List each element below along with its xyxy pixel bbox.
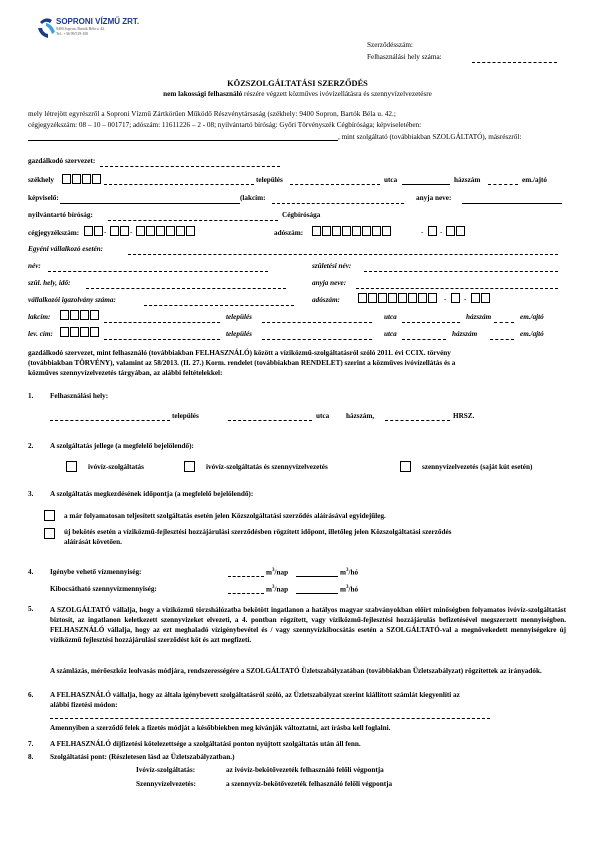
addr-floor-field[interactable] — [494, 322, 514, 323]
s1-hrsz-label: HRSZ. — [453, 412, 475, 420]
place-id-field[interactable] — [472, 62, 557, 63]
mail-town-field[interactable] — [104, 339, 220, 340]
sole-tax-box-4[interactable] — [388, 293, 397, 303]
s8-key-1: Ivóvíz-szolgáltatás: — [136, 766, 196, 774]
mail-zip-box-4[interactable] — [90, 327, 99, 337]
sole-birthname-label: születési név: — [312, 262, 352, 270]
addr-floor-label: em./ajtó — [520, 313, 544, 321]
tax-box-3[interactable] — [332, 226, 341, 236]
s2-num: 2. — [28, 442, 34, 450]
parties-line-2: (továbbiakban TÖRVÉNY), valamint az 58/2013. (II. 27.) Korm. rendelet (továbbiakban RENDELET) szerint a közműves ivóvízellátás és a — [28, 359, 456, 367]
s4-water-day-field[interactable] — [228, 576, 264, 577]
addr-zip-box-1[interactable] — [60, 310, 69, 320]
org-number-field[interactable] — [402, 184, 450, 185]
s2-title: A szolgáltatás jellege (a megfelelő bejelölendő): — [50, 442, 194, 450]
tax-box-9[interactable] — [428, 226, 437, 236]
sole-tax-box-3[interactable] — [378, 293, 387, 303]
parties-line-3: közműves szennyvízelvezetés tárgyában, az alábbi feltételekkel: — [28, 369, 223, 377]
s4-water-month-unit: $m^3/hó$ — [340, 568, 359, 577]
reg-box-1[interactable] — [84, 226, 93, 236]
sole-tax-box-8[interactable] — [428, 293, 437, 303]
sole-title-line — [128, 254, 558, 255]
place-id-label: Felhasználási hely száma: — [367, 53, 442, 61]
s6-line-1: A FELHASZNÁLÓ vállalja, hogy az általa igénybevett szolgáltatásról szóló, az Üzletszabályzat szerint kiállított számlát kiegyenlíti az — [50, 691, 460, 699]
addr-street-label: utca — [384, 313, 397, 321]
s3-num: 3. — [28, 490, 34, 498]
mail-zip-box-1[interactable] — [60, 327, 69, 337]
sole-tax-box-11[interactable] — [481, 293, 490, 303]
sole-title: Egyéni vállalkozó esetén: — [28, 245, 104, 253]
s4-sewer-label: Kibocsátható szennyvízmennyiség: — [50, 585, 157, 593]
s5-num: 5. — [28, 605, 34, 613]
s6-line-2: alábbi fizetési módon: — [50, 701, 118, 709]
reg-box-6[interactable] — [146, 226, 155, 236]
s8-key-2: Szennyvízelvezetés: — [136, 780, 196, 788]
sole-card-field[interactable] — [144, 305, 294, 306]
reg-box-3[interactable] — [110, 226, 119, 236]
addr-zip-box-4[interactable] — [90, 310, 99, 320]
org-residence-field[interactable] — [272, 203, 404, 204]
sole-tax-box-1[interactable] — [358, 293, 367, 303]
sole-mother-label: anyja neve: — [312, 279, 347, 287]
addr-town-field[interactable] — [104, 322, 220, 323]
org-name-field[interactable] — [100, 166, 280, 167]
org-floor-field[interactable] — [488, 184, 518, 185]
tax-box-10[interactable] — [446, 226, 455, 236]
reg-box-9[interactable] — [176, 226, 185, 236]
mail-number-field[interactable] — [402, 339, 446, 340]
org-street-label: utca — [384, 176, 398, 184]
sole-mail-label: lev. cím: — [28, 330, 53, 338]
sole-card-label: vállalkozói igazolvány száma: — [28, 296, 116, 304]
org-rep-field[interactable] — [60, 203, 240, 204]
s6-line-3: Amennyiben a szerződő felek a fizetés módját a későbbiekben meg kívánják változtatni, azt írásba kell foglalni. — [50, 724, 391, 732]
s1-town-label: település — [172, 412, 199, 420]
reg-box-7[interactable] — [156, 226, 165, 236]
s6-payment-field[interactable] — [50, 718, 490, 719]
org-mother-label: anyja neve: — [416, 194, 452, 202]
org-street-field[interactable] — [290, 184, 380, 185]
subtitle-rest: részére végzett közműves ivóvízellátásra és szennyvízelvezetésre — [244, 90, 432, 98]
logo-name: SOPRONI VÍZMŰ ZRT. — [56, 17, 140, 26]
logo-address: 9400 Sopron, Bartók Béla u. 42. — [56, 27, 106, 31]
s2-opt2-label: ivóvíz-szolgáltatás és szennyvízelvezetés — [206, 463, 328, 471]
s3-opt2-label-a: új bekötés esetén a víziközmű-fejlesztési hozzájárulási szerződésben rögzített időpont, illetőleg jelen Közszolgáltatási szerződés — [64, 528, 452, 536]
org-number-label: házszám — [454, 176, 481, 184]
sole-mother-field[interactable] — [356, 288, 558, 289]
intro-line-3: , mint szolgáltató (továbbiakban SZOLGÁLTATÓ), másrészről: — [338, 133, 522, 141]
org-town-label: település — [256, 176, 283, 184]
document-title: KÖZSZOLGÁLTATÁSI SZERZŐDÉS — [227, 79, 368, 88]
parties-line-1: gazdálkodó szervezet, mint felhasználó (továbbiakban FELHASZNÁLÓ) között a víziközmű-szolgáltatásról szóló 2011. évi CCIX. törvény — [28, 349, 451, 357]
sole-tax-box-5[interactable] — [398, 293, 407, 303]
tax-box-11[interactable] — [456, 226, 465, 236]
sole-tax-box-2[interactable] — [368, 293, 377, 303]
org-court-suffix: Cégbírósága — [282, 211, 321, 219]
s1-number-label: házszám, — [346, 412, 375, 420]
s1-num: 1. — [28, 392, 34, 400]
s8-val-1: az ivóvíz-bekötővezeték felhasználó felőli végpontja — [226, 766, 384, 774]
org-court-label: nyilvántartó bíróság: — [28, 211, 93, 219]
reg-box-2[interactable] — [94, 226, 103, 236]
subtitle-bold: nem lakossági felhasználó — [163, 90, 243, 98]
sole-tax-box-10[interactable] — [471, 293, 480, 303]
sole-tax-label: adószám: — [312, 296, 340, 304]
org-tax-label: adószám: — [274, 229, 304, 237]
zip-box-2[interactable] — [72, 174, 81, 184]
org-floor-label: em./ajtó — [522, 176, 547, 184]
s4-sewer-month-unit: $m^3/hó$ — [340, 585, 359, 594]
s2-opt2-checkbox[interactable] — [184, 461, 195, 472]
sole-tax-box-9[interactable] — [451, 293, 460, 303]
s8-num: 8. — [28, 753, 34, 761]
sole-address-label: lakcím: — [28, 313, 51, 321]
contract-number-label: Szerződésszám: — [367, 41, 413, 49]
org-court-field[interactable] — [108, 220, 278, 221]
s4-num: 4. — [28, 568, 34, 576]
zip-box-4[interactable] — [92, 174, 101, 184]
s1-street-field[interactable] — [228, 420, 312, 421]
s4-water-month-field[interactable] — [296, 576, 338, 577]
mail-town-label: település — [226, 330, 252, 338]
tax-box-2[interactable] — [322, 226, 331, 236]
reg-box-4[interactable] — [120, 226, 129, 236]
s7-text: A FELHASZNÁLÓ díjfizetési kötelezettsége a szolgáltatási ponton nyújtott szolgáltatás után áll fenn. — [50, 740, 361, 748]
tax-box-4[interactable] — [342, 226, 351, 236]
s5-paragraph-1: A SZOLGÁLTATÓ vállalja, hogy a víziközmű törzshálózatba bekötött ingatlanon a hatályos magyar szabványokban előírt minőségben folyamatos ivóvíz-szolgáltatást biztosít, az ingatlanon keletkezett szennyvizeket elvezeti, a 4. pontban rögzített, vagy víziközmű-fejlesztési hozzájárulás befizetésével megszerzett mennyiségben. FELHASZNÁLÓ vállalja, hogy az ezt meghaladó vízigénybevétel és / vagy szennyvízkibocsátás esetén a SZOLGÁLTATÓ-val a megnövekedett mennyiségekre új víziközmű fejlesztési hozzájárulási szerződést köt és azt megfizeti. — [50, 606, 566, 644]
s4-sewer-day-field[interactable] — [228, 593, 264, 594]
sole-tax-box-6[interactable] — [408, 293, 417, 303]
s4-sewer-day-unit: $m^3$/nap — [266, 585, 289, 594]
org-rep-label: képviselő: — [28, 194, 59, 202]
s8-title: Szolgáltatási pont: (Részletesen lásd az Üzletszabályzatban.) — [50, 753, 235, 761]
s4-water-label: Igénybe vehető vízmennyiség: — [50, 568, 142, 576]
s1-title: Felhasználási hely: — [50, 392, 109, 400]
s8-val-2: a szennyvíz-bekötővezeték felhasználó felőli végpontja — [226, 780, 393, 788]
mail-zip-box-2[interactable] — [70, 327, 79, 337]
addr-zip-box-2[interactable] — [70, 310, 79, 320]
addr-zip-box-3[interactable] — [80, 310, 89, 320]
mail-floor-field[interactable] — [490, 339, 514, 340]
sole-name-field[interactable] — [48, 271, 268, 272]
intro-line-2: cégjegyzékszám: 08 – 10 – 001717; adószám: 11611226 – 2 - 08; nyilvántartó bíróság: Győri Törvényszék Cégbírósága; képviseletében: — [28, 121, 422, 129]
logo-icon — [36, 14, 56, 42]
sole-birthname-field[interactable] — [364, 271, 558, 272]
s7-num: 7. — [28, 740, 34, 748]
sole-name-label: név: — [28, 262, 41, 270]
tax-box-1[interactable] — [312, 226, 321, 236]
tax-box-8[interactable] — [382, 226, 391, 236]
mail-floor-label: em./ajtó — [520, 330, 544, 338]
s4-sewer-month-field[interactable] — [296, 593, 338, 594]
s1-street-label: utca — [316, 412, 330, 420]
sole-tax-box-7[interactable] — [418, 293, 427, 303]
s5-paragraph-2: A számlázás, mérőeszköz leolvasás módjára, rendszerességére a SZOLGÁLTATÓ Üzletszabályzatában (továbbiakban Üzletszabályzat) rögzítettek az irányadók. — [50, 667, 542, 675]
s1-number-field[interactable] — [385, 420, 450, 421]
s2-opt1-label: ivóvíz-szolgáltatás — [88, 463, 144, 471]
org-reg-label: cégjegyzékszám: — [28, 229, 80, 237]
s3-opt2-checkbox[interactable] — [44, 528, 55, 539]
s3-opt1-label: a már folyamatosan teljesített szolgáltatás esetén jelen Közszolgáltatási szerződés aláírásával egyidejűleg. — [64, 512, 386, 520]
zip-box-1[interactable] — [62, 174, 71, 184]
mail-street-label: utca — [384, 330, 397, 338]
org-mother-field[interactable] — [462, 203, 562, 204]
reg-box-8[interactable] — [166, 226, 175, 236]
s2-opt3-label: szennyvízelvezetés (saját kút esetén) — [422, 463, 533, 471]
s4-water-day-unit: $m^3$/nap — [266, 568, 289, 577]
reg-box-10[interactable] — [186, 226, 195, 236]
tax-box-5[interactable] — [352, 226, 361, 236]
document-subtitle — [0, 90, 595, 99]
s6-num: 6. — [28, 691, 34, 699]
addr-number-label: házszám — [466, 313, 492, 321]
mail-street-field[interactable] — [262, 339, 372, 340]
mail-zip-box-3[interactable] — [80, 327, 89, 337]
addr-street-field[interactable] — [262, 322, 372, 323]
org-town-field[interactable] — [104, 184, 254, 185]
sole-birthplace-field[interactable] — [86, 288, 286, 289]
zip-box-3[interactable] — [82, 174, 91, 184]
reg-box-5[interactable] — [136, 226, 145, 236]
s1-zip-field[interactable] — [50, 420, 170, 421]
s3-title: A szolgáltatás megkezdésének időpontja (a megfelelő bejelölendő): — [50, 490, 254, 498]
org-residence-label: (lakcím: — [240, 194, 266, 202]
tax-box-6[interactable] — [362, 226, 371, 236]
sole-birthplace-label: szül. hely, idő: — [28, 279, 71, 287]
mail-number-label: házszám — [452, 330, 478, 338]
s3-opt1-checkbox[interactable] — [44, 510, 55, 521]
logo-phone: Tel.: +36 99/519-100 — [56, 32, 89, 36]
org-seat-label: székhely — [28, 176, 54, 184]
org-title: gazdálkodó szervezet: — [28, 157, 96, 165]
s2-opt3-checkbox[interactable] — [400, 461, 411, 472]
s3-opt2-label-b: aláírását követően. — [64, 538, 122, 546]
addr-town-label: település — [226, 313, 252, 321]
representative-field[interactable] — [28, 140, 338, 141]
addr-number-field[interactable] — [402, 322, 460, 323]
s2-opt1-checkbox[interactable] — [66, 461, 77, 472]
intro-line-1: mely létrejött egyrészről a Soproni Vízmű Zártkörűen Működő Részvénytársaság (székhely: 9400 Sopron, Bartók Béla u. 42.; — [28, 110, 396, 118]
tax-box-7[interactable] — [372, 226, 381, 236]
